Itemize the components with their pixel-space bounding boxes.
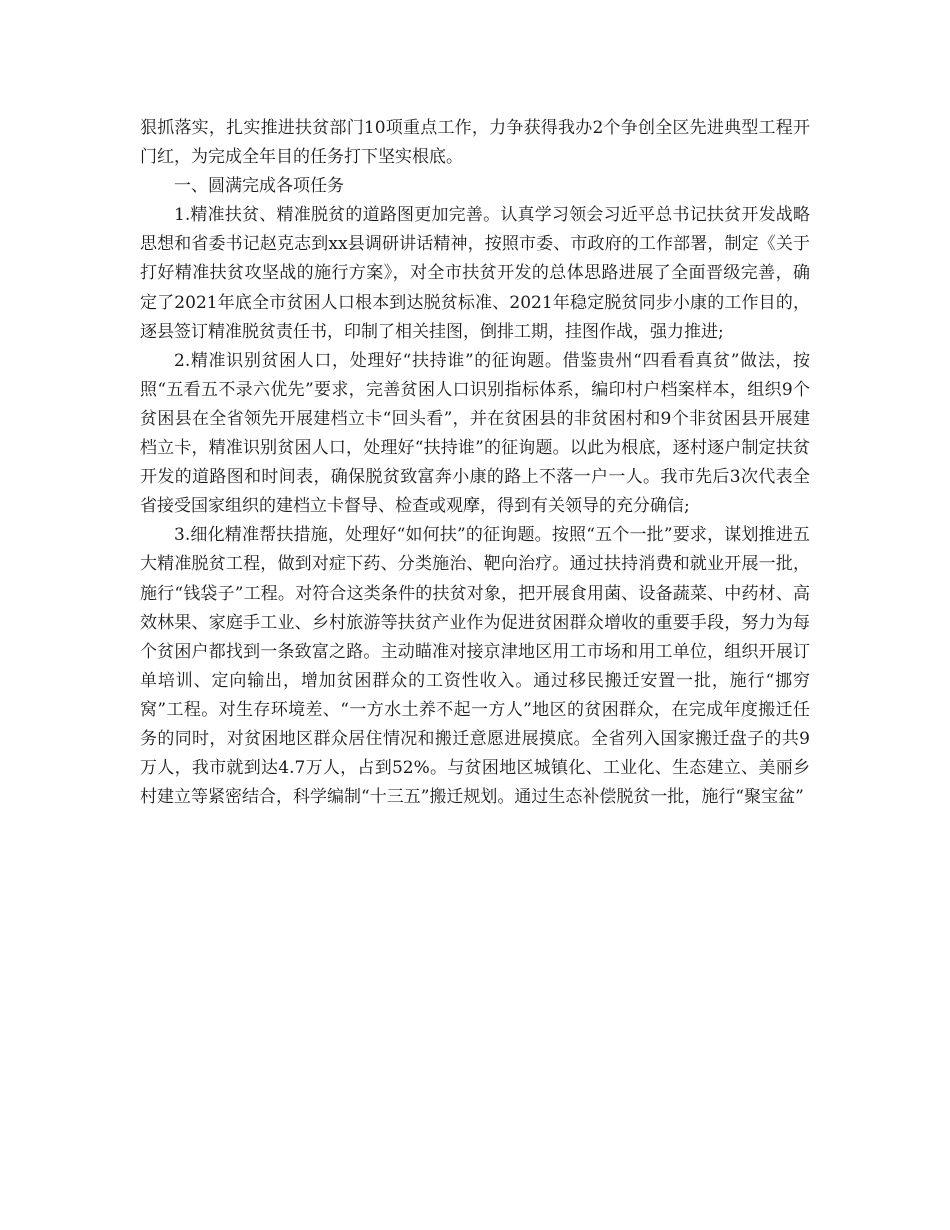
section-heading: 一、圆满完成各项任务 — [174, 176, 344, 197]
paragraph-item-3: 3.细化精准帮扶措施，处理好“如何扶”的征询题。按照“五个一批”要求，谋划推进五大精准脱贫工程，做到对症下药、分类施治、靶向治疗。通过扶持消费和就业开展一批，施行“钱袋子”工程。对符合这类条件的扶贫对象，把开展食用菌、设备蔬菜、中药材、高效林果、家庭手工业、乡村旅游等扶贫产业作为促进贫困群众增收的重要手段，努力为每个贫困户都找到一条致富之路。主动瞄准对接京津地区用工市场和用工单位，组织开展订单培训、定向输出，增加贫困群众的工资性收入。通过移民搬迁安置一批，施行“挪穷窝”工程。对生存环境差、“一方水土养不起一方人”地区的贫困群众，在完成年度搬迁任务的同时，对贫困地区群众居住情况和搬迁意愿进展摸底。全省列入国家搬迁盘子的共9万人，我市就到达4.7万人，占到52%。与贫困地区城镇化、工业化、生态建立、美丽乡村建立等紧密结合，科学编制“十三五”搬迁规划。通过生态补偿脱贫一批，施行“聚宝盆” — [140, 525, 810, 808]
paragraph-item-2: 2.精准识别贫困人口，处理好“扶持谁”的征询题。借鉴贵州“四看看真贫”做法，按照“五看五不录六优先”要求，完善贫困人口识别指标体系，编印村户档案样本，组织9个贫困县在全省领先开展建档立卡“回头看”，并在贫困县的非贫困村和9个非贫困县开展建档立卡，精准识别贫困人口，处理好“扶持谁”的征询题。以此为根底，逐村逐户制定扶贫开发的道路图和时间表，确保脱贫致富奔小康的路上不落一户一人。我市先后3次代表全省接受国家组织的建档立卡督导、检查或观摩，得到有关领导的充分确信; — [140, 350, 810, 517]
document-body — [140, 114, 810, 812]
paragraph-item-1: 1.精准扶贫、精准脱贫的道路图更加完善。认真学习领会习近平总书记扶贫开发战略思想和省委书记赵克志到xx县调研讲话精神，按照市委、市政府的工作部署，制定《关于打好精准扶贫攻坚战的施行方案》，对全市扶贫开发的总体思路进展了全面晋级完善，确定了2021年底全市贫困人口根本到达脱贫标准、2021年稳定脱贫同步小康的工作目的，逐县签订精准脱贫责任书，印制了相关挂图，倒排工期，挂图作战，强力推进; — [140, 205, 810, 342]
paragraph-intro-continuation: 狠抓落实，扎实推进扶贫部门10项重点工作，力争获得我办2个争创全区先进典型工程开门红，为完成全年目的任务打下坚实根底。 — [140, 118, 810, 168]
